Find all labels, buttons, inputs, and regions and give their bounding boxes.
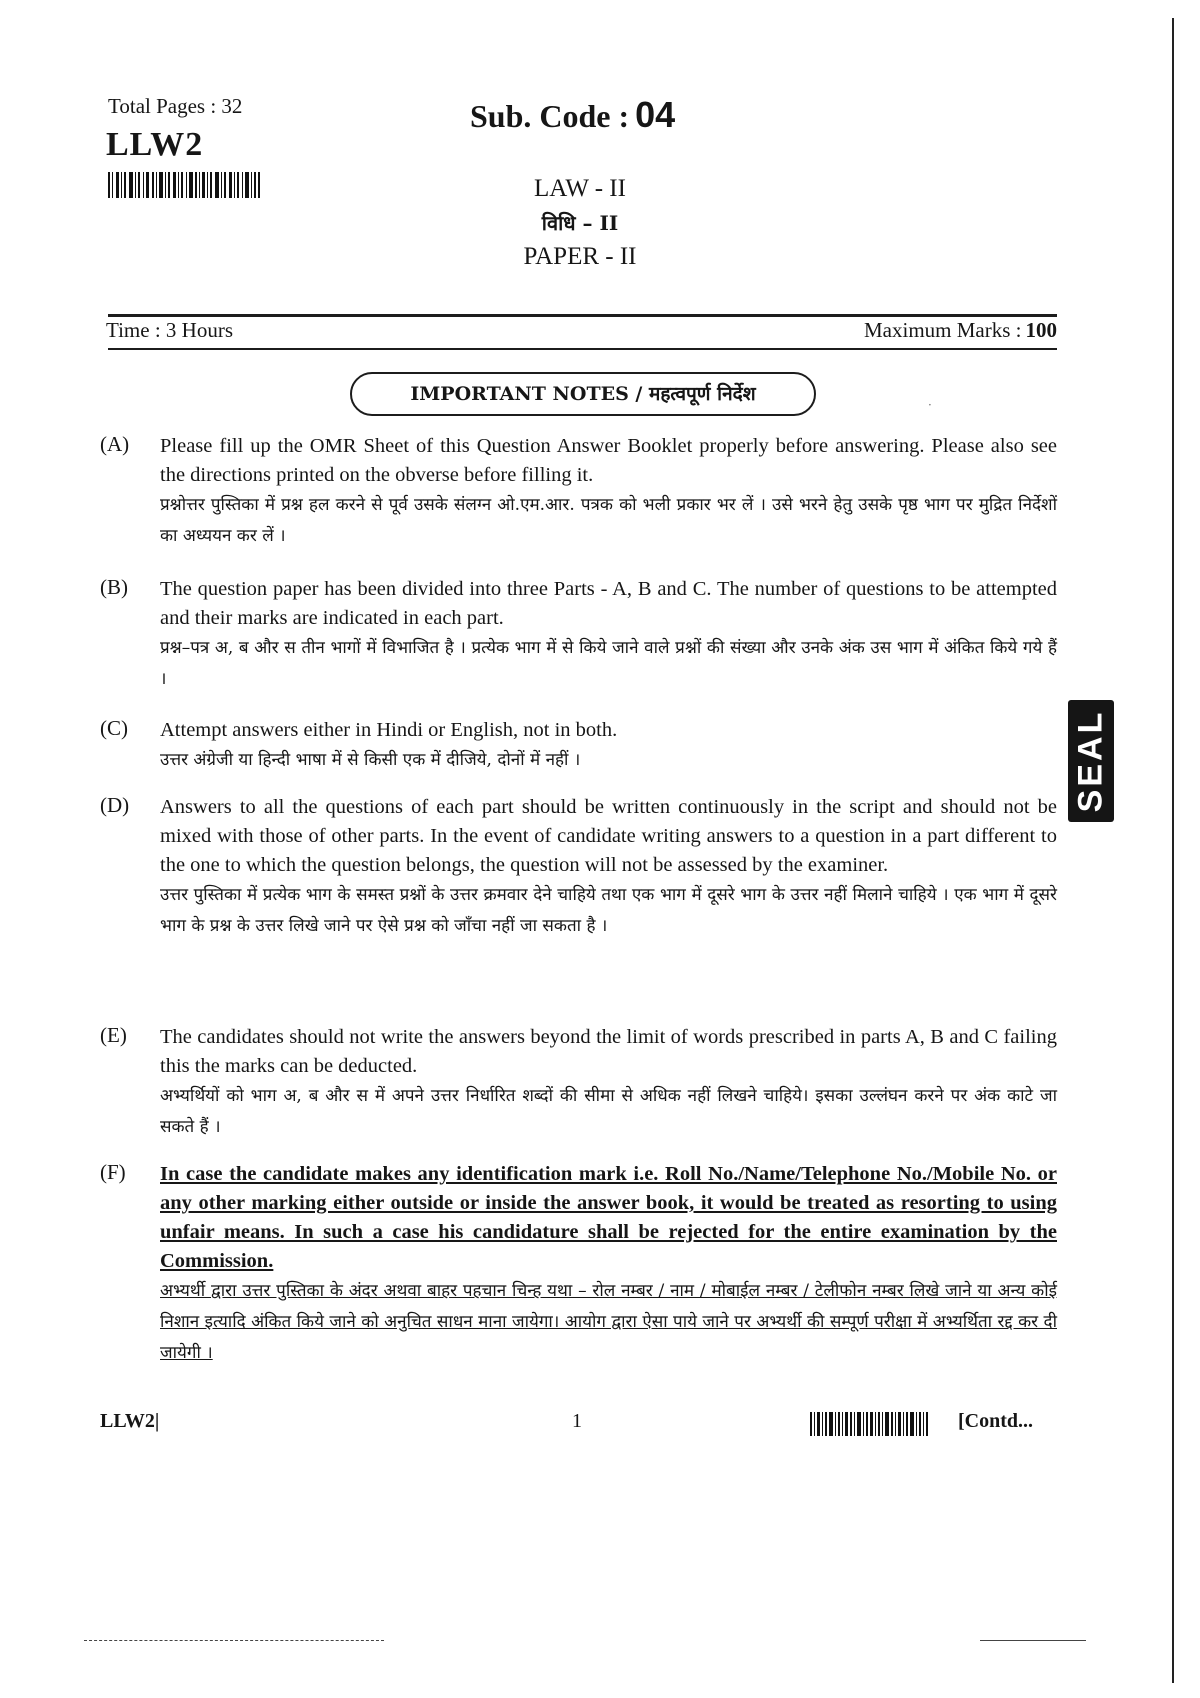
- bottom-rule: [108, 348, 1057, 350]
- note-text-hi: अभ्यर्थी द्वारा उत्तर पुस्तिका के अंदर अथवा बाहर पहचान चिन्ह यथा – रोल नम्बर / नाम / मोबाईल नम्बर / टेलीफोन नम्बर लिखे जाने या अन्य कोई निशान इत्यादि अंकित किये जाने को अनुचित साधन माना जायेगा। आयोग द्वारा ऐसा पाये जाने पर अभ्यर्थी की सम्पूर्ण परीक्षा में अभ्यर्थिता रद्द कर दी जायेगी ।: [160, 1281, 1057, 1363]
- page-number: 1: [572, 1410, 582, 1432]
- sub-code-label: Sub. Code :: [470, 98, 630, 134]
- note-text-en: In case the candidate makes any identification mark i.e. Roll No./Name/Telephone No./Mobile No. or any other marking either outside or inside the answer book, it would be treated as resorting to using unfair means. In such a case his candidature shall be rejected for the entire examination by the Commission.: [160, 1163, 1057, 1272]
- sub-code: [470, 94, 675, 136]
- barcode-top: [108, 172, 260, 198]
- seal-tab: [1068, 700, 1114, 822]
- scan-speck: ·: [928, 398, 932, 412]
- paper-number: PAPER - II: [523, 243, 637, 270]
- max-marks-label: Maximum Marks :: [864, 318, 1022, 342]
- total-pages: Total Pages : 32: [108, 94, 243, 118]
- footer-paper-code: LLW2|: [100, 1410, 160, 1432]
- note-marker: (D): [100, 793, 130, 817]
- note-text-en: Answers to all the questions of each part should be written continuously in the script and should not be mixed with those of other parts. In the event of candidate writing answers to a question in a part different to the one to which the question belongs, the question will not be assessed by the examiner.: [160, 796, 1057, 876]
- note-text-en: The question paper has been divided into three Parts - A, B and C. The number of questions to be attempted and their marks are indicated in each part.: [160, 578, 1057, 629]
- subject-hi: विधि – II: [541, 211, 619, 235]
- note-marker: (F): [100, 1160, 126, 1184]
- note-text-en: Please fill up the OMR Sheet of this Question Answer Booklet properly before answering. Please also see the directions printed on the obverse before filling it.: [160, 435, 1057, 486]
- max-marks-value: 100: [1025, 318, 1057, 342]
- time-label: Time : 3 Hours: [106, 318, 233, 342]
- subject-en: LAW - II: [534, 175, 626, 202]
- seal-label: SEAL: [1071, 709, 1110, 813]
- bottom-scan-line-left: [84, 1640, 384, 1641]
- sub-code-value: 04: [635, 94, 676, 135]
- note-text-en: The candidates should not write the answers beyond the limit of words prescribed in parts A, B and C failing this the marks can be deducted.: [160, 1026, 1057, 1077]
- subject-block: [450, 172, 710, 274]
- note-marker: (A): [100, 432, 130, 456]
- note-marker: (C): [100, 716, 128, 740]
- notes-title: IMPORTANT NOTES / महत्वपूर्ण निर्देश: [350, 372, 816, 416]
- bottom-scan-line-right: [980, 1640, 1086, 1641]
- note-text-hi: प्रश्न–पत्र अ, ब और स तीन भागों में विभाजित है । प्रत्येक भाग में से किये जाने वाले प्रश्नों की संख्या और उनके अंक उस भाग में अंकित किये गये हैं ।: [160, 638, 1057, 689]
- contd-label: [Contd...: [958, 1410, 1034, 1432]
- top-rule: [108, 314, 1057, 317]
- note-text-en: Attempt answers either in Hindi or English, not in both.: [160, 719, 618, 741]
- note-text-hi: प्रश्नोत्तर पुस्तिका में प्रश्न हल करने से पूर्व उसके संलग्न ओ.एम.आर. पत्रक को भली प्रकार भर लें । उसे भरने हेतु उसके पृष्ठ भाग पर मुद्रित निर्देशों का अध्ययन कर लें ।: [160, 495, 1057, 546]
- max-marks: [864, 318, 1057, 343]
- barcode-bottom: [810, 1412, 928, 1436]
- note-text-hi: उत्तर अंग्रेजी या हिन्दी भाषा में से किसी एक में दीजिये, दोनों में नहीं ।: [160, 750, 581, 770]
- paper-code: LLW2: [106, 126, 204, 163]
- note-text-hi: उत्तर पुस्तिका में प्रत्येक भाग के समस्त प्रश्नों के उत्तर क्रमवार देने चाहिये तथा एक भाग में दूसरे भाग के उत्तर नहीं मिलाने चाहिये । एक भाग में दूसरे भाग के प्रश्न के उत्तर लिखे जाने पर ऐसे प्रश्न को जाँचा नहीं जा सकता है ।: [160, 885, 1057, 936]
- note-marker: (E): [100, 1023, 127, 1047]
- note-marker: (B): [100, 575, 128, 599]
- note-text-hi: अभ्यर्थियों को भाग अ, ब और स में अपने उत्तर निर्धारित शब्दों की सीमा से अधिक नहीं लिखने चाहिये। इसका उल्लंघन करने पर अंक काटे जा सकते हैं ।: [160, 1086, 1057, 1137]
- page-edge-line: [1172, 18, 1174, 1683]
